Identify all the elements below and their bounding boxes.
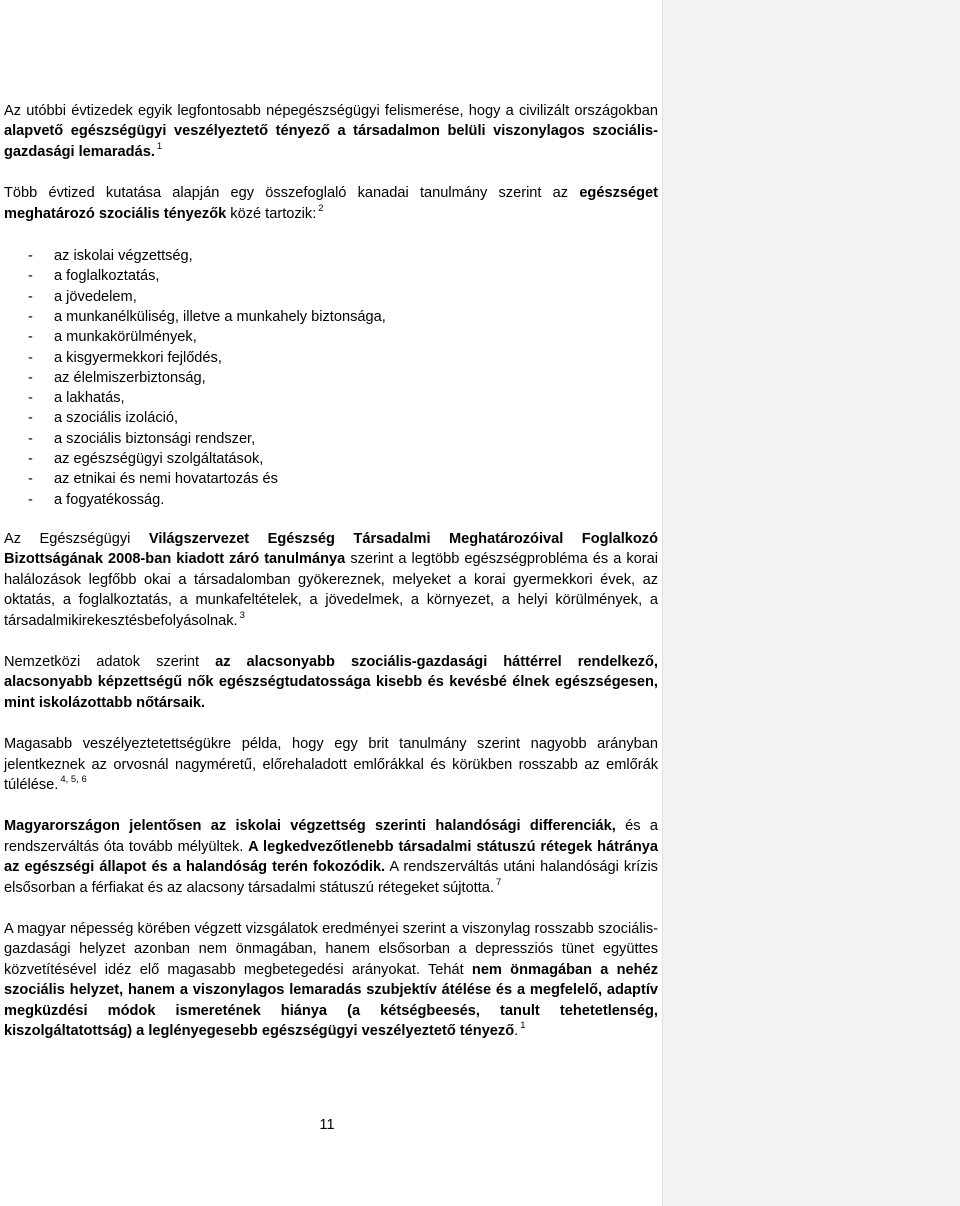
paragraph-text: Több évtized kutatása alapján egy összefoglaló kanadai tanulmány szerint az [4,185,580,202]
list-dash: - [28,491,33,508]
list-dash: - [28,390,33,407]
page-number: 11 [319,1117,335,1133]
list-item [4,429,658,449]
list-item [4,287,658,307]
footnote-ref[interactable]: 1 [156,140,163,152]
determinants-list [4,246,658,510]
list-dash: - [28,410,33,427]
list-dash: - [28,329,33,346]
emphasis-text: A legkedvezőtlenebb társadalmi státuszú rétegek hátránya az egészségi állapot és a halandóság terén fokozódik. [4,838,658,876]
paragraph-hungarian-research [4,919,658,1041]
list-item-text: az etnikai és nemi hovatartozás és [54,471,278,488]
list-dash: - [28,430,33,447]
list-item-text: a szociális biztonsági rendszer, [54,430,256,447]
list-item-text: az egészségügyi szolgáltatások, [54,451,264,467]
list-item-text: a lakhatás, [54,390,125,407]
footnote-ref[interactable]: 7 [495,876,502,888]
footnote-ref[interactable]: 4, 5, 6 [60,773,87,785]
paragraph-text: közé tartozik: [226,205,317,222]
paragraph-intro [4,101,658,162]
emphasis-text: egészséget meghatározó szociális tényezők [4,185,658,222]
footnote-ref[interactable]: 2 [318,202,324,214]
paragraph-hungary-mortality [4,816,658,898]
list-item [4,307,658,327]
list-dash: - [28,308,33,325]
emphasis-text: nem önmagában a nehéz szociális helyzet, hanem a viszonylagos lemaradás szubjektív átélése és a megfelelő, adaptív megküzdési módok ismeretének hiánya (a kétségbeesés, tanult tehetetlenség, kiszolgáltatottság) a leglényegesebb egészségügyi veszélyeztető tényező [4,961,658,1040]
list-dash: - [28,268,33,285]
paragraph-text: . [514,1023,519,1040]
list-item [4,266,658,286]
emphasis-text: az alacsonyabb szociális-gazdasági háttérrel rendelkező, alacsonyabb képzettségű nők egészségtudatossága kisebb és kevésbé élnek egészségesen, mint iskolázottabb nőtársaik. [4,653,658,711]
list-item-text: a foglalkoztatás, [54,268,160,285]
list-item-text: a munkanélküliség, illetve a munkahely biztonsága, [54,308,386,325]
emphasis-text: Magyarországon jelentősen az iskolai végzettség szerinti halandósági differenciák, [4,818,616,835]
list-dash: - [28,369,33,386]
paragraph-who-commission [4,529,658,631]
paragraph-canadian-study [4,183,658,224]
list-item-text: a kisgyermekkori fejlődés, [54,349,222,366]
paragraph-text: és a rendszerváltás óta tovább mélyültek. [4,818,659,855]
list-dash: - [28,349,33,366]
list-item [4,348,658,368]
emphasis-text: Világszervezet Egészség Társadalmi Meghatározóival Foglalkozó Bizottságának 2008-ban kiadott záró tanulmánya [4,530,658,568]
list-item-text: az iskolai végzettség, [54,248,193,265]
list-item [4,469,658,489]
comment-pane [662,0,960,1206]
list-item-text: a munkakörülmények, [54,329,197,346]
list-item [4,490,658,510]
list-dash: - [28,248,33,265]
list-item [4,327,658,347]
paragraph-text: Az Egészségügyi [4,530,149,547]
paragraph-text: A rendszerváltás utáni halandósági krízis elsősorban a férfiakat és az alacsony társadalmi státuszú rétegeket sújtotta. [4,859,658,896]
list-item-text: a szociális izoláció, [54,410,179,427]
list-item-text: az élelmiszerbiztonság, [54,369,206,386]
paragraph-text: A magyar népesség körében végzett vizsgálatok eredményei szerint a viszonylag rosszabb szociális-gazdasági helyzet azonban nem önmagában, hanem elsősorban a depressziós tünet együttes közvetítésével idéz elő magasabb megbetegedési arányokat. Tehát [4,920,658,978]
paragraph-british-study [4,734,658,795]
list-dash: - [28,451,33,467]
footnote-ref[interactable]: 1 [520,1020,526,1032]
paragraph-international-data [4,652,658,713]
footnote-ref[interactable]: 3 [239,609,245,621]
list-item-text: a fogyatékosság. [54,491,165,508]
paragraph-text: Nemzetközi adatok szerint [4,653,216,670]
paragraph-text: Magasabb veszélyeztetettségükre példa, hogy egy brit tanulmány szerint nagyobb arányban jelentkeznek az orvosnál nagyméretű, előrehaladott emlőrákkal és körükben rosszabb az emlőrák túlélése. [4,736,658,793]
list-item [4,449,658,469]
emphasis-text: alapvető egészségügyi veszélyeztető tényező a társadalmon belüli viszonylagos szociális-gazdasági lemaradás. [4,123,658,160]
paragraph-text: Az utóbbi évtizedek egyik legfontosabb népegészségügyi felismerése, hogy a civilizált országokban [4,103,658,119]
list-item [4,246,658,266]
list-item-text: a jövedelem, [54,288,137,305]
document-page [4,101,658,1041]
list-item [4,368,658,388]
list-item [4,408,658,428]
list-dash: - [28,471,33,488]
list-dash: - [28,288,33,305]
paragraph-text: szerint a legtöbb egészségprobléma és a korai halálozások legfőbb okai a társadalomban gyökereznek, melyeket a korai gyermekkori évek, az oktatás, a foglalkoztatás, a munkafeltételek, a jövedelmek, a környezet, a helyi körülmények, a társadalmikirekesztésbefolyásolnak. [4,551,658,629]
list-item [4,388,658,408]
